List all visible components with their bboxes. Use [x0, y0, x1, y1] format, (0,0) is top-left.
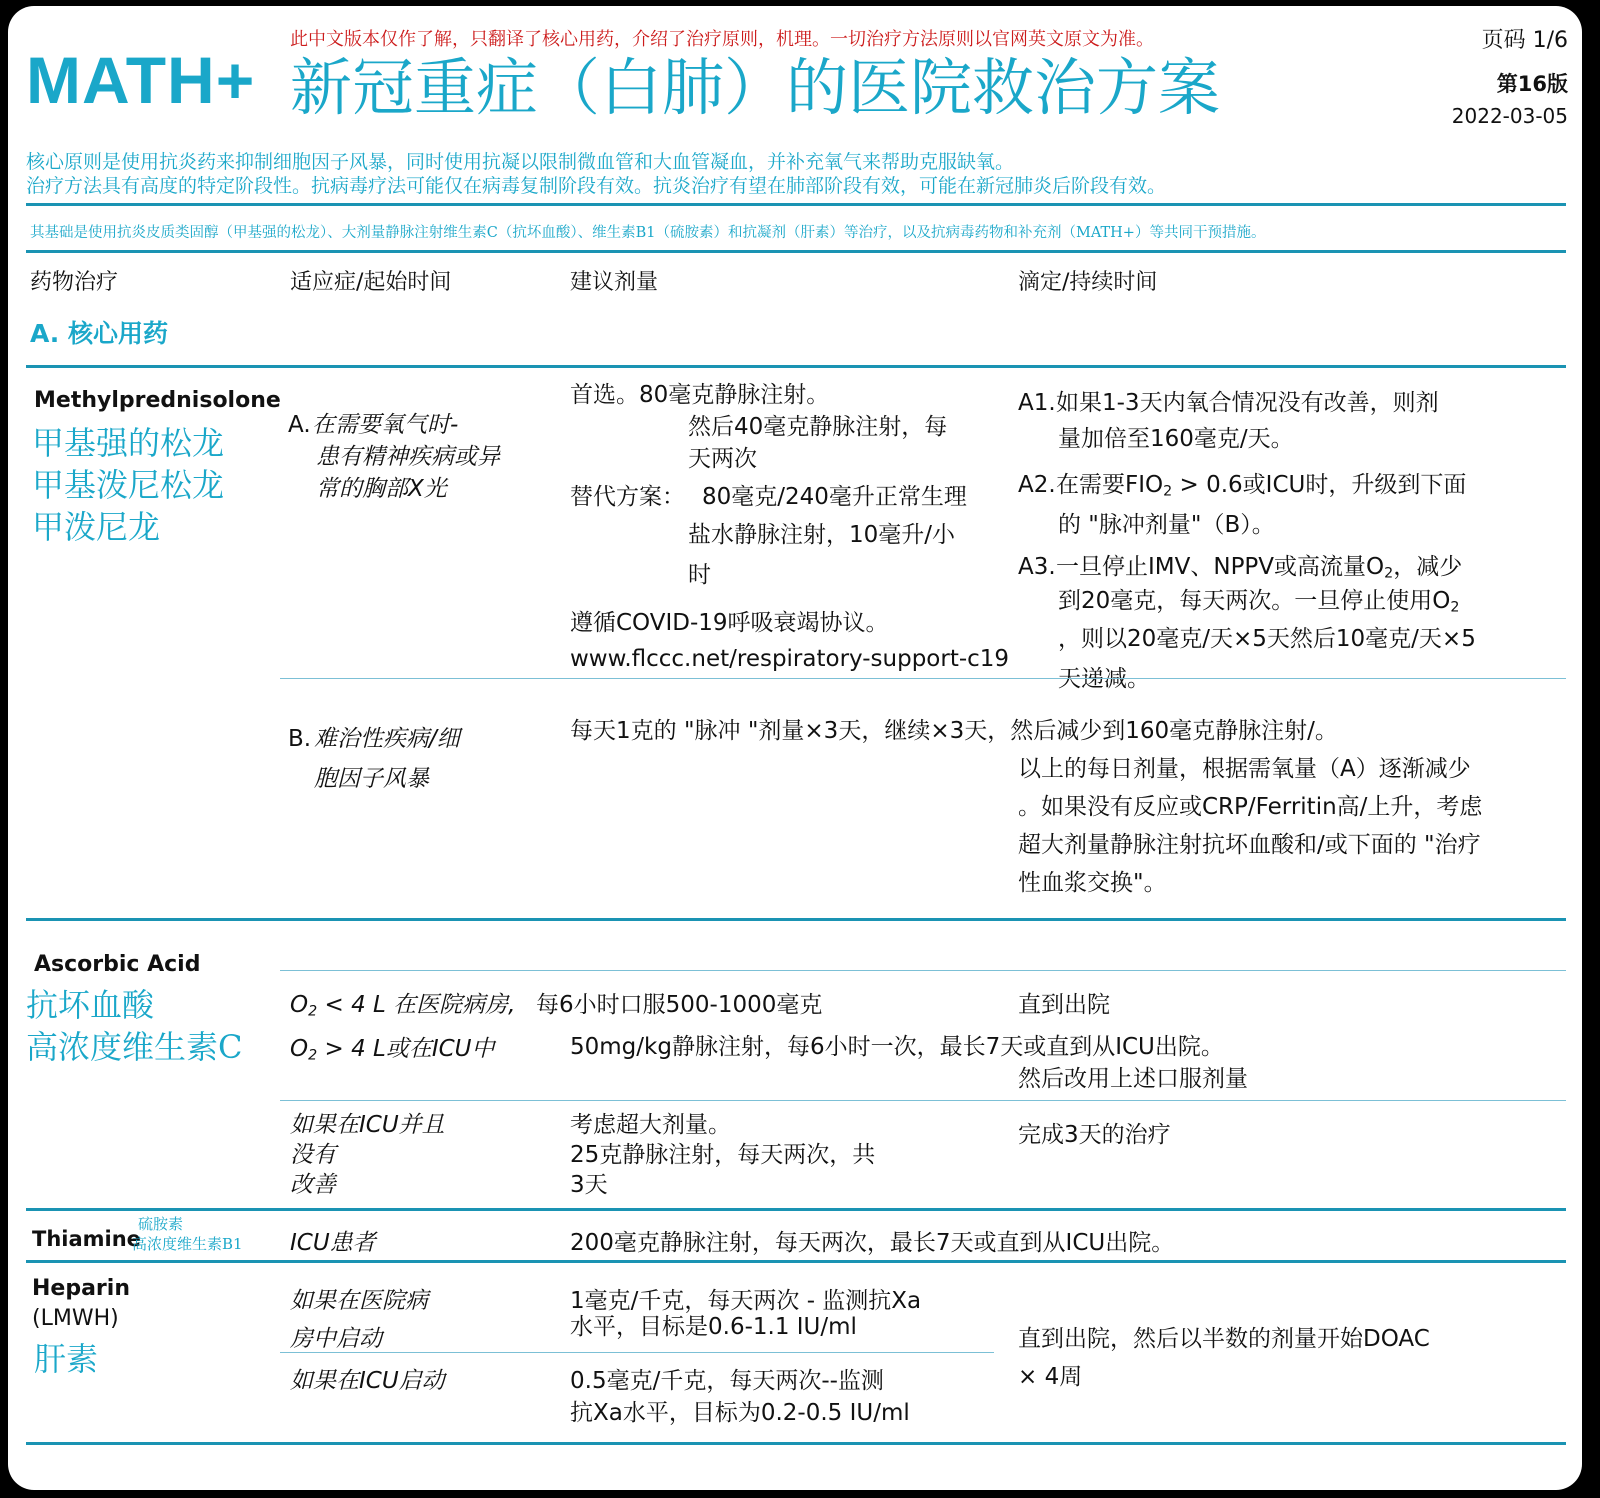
col-header-titration: 滴定/持续时间: [1018, 270, 1158, 295]
drug-name-cn: 高浓度维生素C: [26, 1028, 243, 1066]
row-divider: [280, 1100, 1566, 1101]
titration-label: A3.: [1018, 554, 1056, 580]
indication-text: 常的胸部X光: [316, 476, 447, 502]
indication-text: 房中启动: [290, 1326, 382, 1352]
indication-text: $O_2 < 4$ L 在医院病房,: [290, 992, 516, 1020]
indication-text: 改善: [290, 1172, 336, 1198]
col-header-dose: 建议剂量: [570, 270, 659, 295]
drug-name-cn: 肝素: [34, 1340, 99, 1378]
titration-text: 。如果没有反应或CRP/Ferritin高/上升，考虑: [1018, 794, 1483, 820]
dose-text: 然后40毫克静脉注射，每: [688, 414, 948, 440]
drug-name-heparin: Heparin: [32, 1276, 130, 1301]
intro-line-2: 治疗方法具有高度的特定阶段性。抗病毒疗法可能仅在病毒复制阶段有效。抗炎治疗有望在肺部阶段有效，可能在新冠肺炎后阶段有效。: [26, 175, 1167, 197]
dose-text: 考虑超大剂量。: [570, 1112, 731, 1138]
intro-line-1: 核心原则是使用抗炎药来抑制细胞因子风暴，同时使用抗凝以限制微血管和大血管凝血，并补充氧气来帮助克服缺氧。: [26, 151, 1015, 173]
indication-text: 没有: [290, 1142, 336, 1168]
dose-text: 抗Xa水平，目标为0.2-0.5 IU/ml: [570, 1400, 910, 1426]
divider: [26, 918, 1566, 921]
drug-name-cn: 甲基强的松龙: [32, 424, 225, 462]
version-date: 2022-03-05: [1451, 104, 1568, 128]
titration-text: 如果1-3天内氧合情况没有改善，则剂: [1056, 390, 1439, 416]
titration-text: 到20毫克，每天两次。一旦停止使用$O_2$: [1058, 588, 1460, 616]
dose-text: 25克静脉注射，每天两次，共: [570, 1142, 876, 1168]
drug-name-methylprednisolone: Methylprednisolone: [34, 388, 281, 413]
dose-text: 天两次: [688, 446, 757, 472]
drug-name-thiamine: Thiamine: [32, 1227, 141, 1251]
math-plus-logo: MATH+: [26, 43, 256, 117]
indication-text: ICU患者: [290, 1230, 376, 1256]
divider: [26, 1208, 1566, 1211]
alt-label: 替代方案：: [570, 484, 685, 510]
row-divider: [280, 970, 1566, 971]
indication-text: 在需要氧气时-: [312, 412, 459, 438]
dose-text: 3天: [570, 1172, 608, 1198]
indication-text: 难治性疾病/细: [314, 726, 460, 752]
divider: [26, 250, 1566, 253]
indication-text: $O_2 > 4$ L或在ICU中: [290, 1036, 495, 1064]
titration-text: 直到出院，然后以半数的剂量开始DOAC: [1018, 1326, 1430, 1352]
version-label: 第16版: [1496, 72, 1568, 96]
titration-text: 性血浆交换"。: [1018, 870, 1167, 896]
section-heading-core-drugs: A. 核心用药: [30, 319, 169, 348]
drug-name-cn: 抗坏血酸: [26, 986, 155, 1024]
dose-text: 0.5毫克/千克，每天两次--监测: [570, 1368, 884, 1394]
drug-name-cn: 硫胺素: [138, 1215, 184, 1233]
dose-text: 1毫克/千克，每天两次 - 监测抗Xa: [570, 1288, 922, 1314]
disclaimer: 此中文版本仅作了解，只翻译了核心用药，介绍了治疗原则，机理。一切治疗方法原则以官网英文原文为准。: [290, 29, 1154, 50]
divider: [26, 203, 1566, 206]
indication-text: 胞因子风暴: [314, 766, 429, 792]
dose-text: 首选。80毫克静脉注射。: [570, 382, 830, 408]
titration-text: 然后改用上述口服剂量: [1018, 1066, 1248, 1092]
indication-text: 如果在ICU并且: [290, 1112, 445, 1138]
indication-text: 患有精神疾病或异: [316, 444, 500, 470]
titration-text: 直到出院: [1018, 992, 1110, 1018]
drug-name-cn: 甲基泼尼松龙: [32, 466, 225, 504]
protocol-link[interactable]: www.flccc.net/respiratory-support-c19: [570, 646, 1010, 672]
col-header-drug: 药物治疗: [30, 270, 119, 295]
divider: [26, 1260, 1566, 1263]
dose-text: 每天1克的 "脉冲 "剂量×3天，继续×3天，然后减少到160毫克静脉注射/。: [570, 718, 1338, 744]
divider: [26, 365, 1566, 368]
titration-label: A2.: [1018, 472, 1056, 498]
dose-text: 盐水静脉注射，10毫升/小: [688, 522, 956, 548]
titration-text: × 4周: [1018, 1364, 1083, 1390]
titration-text: ，则以20毫克/天×5天然后10毫克/天×5: [1058, 626, 1476, 652]
protocol-text: 遵循COVID-19呼吸衰竭协议。: [570, 610, 889, 636]
indication-text: 如果在医院病: [290, 1288, 428, 1314]
col-header-indication: 适应症/起始时间: [290, 270, 452, 295]
drug-name-ascorbic-acid: Ascorbic Acid: [34, 952, 201, 977]
row-divider: [280, 1352, 994, 1353]
dose-text: 50mg/kg静脉注射，每6小时一次，最长7天或直到从ICU出院。: [570, 1034, 1224, 1060]
drug-name-lmwh: (LMWH): [32, 1306, 119, 1331]
drug-name-cn: 甲泼尼龙: [32, 508, 161, 546]
titration-text: 的 "脉冲剂量"（B）。: [1058, 512, 1275, 538]
dose-text: 水平，目标是0.6-1.1 IU/ml: [570, 1314, 857, 1340]
dose-text: 200毫克静脉注射，每天两次，最长7天或直到从ICU出院。: [570, 1230, 1175, 1256]
document-page: [8, 6, 1582, 1490]
page-title: 新冠重症（白肺）的医院救治方案: [290, 51, 1221, 124]
divider: [26, 1442, 1566, 1445]
dose-text: 每6小时口服500-1000毫克: [536, 992, 823, 1018]
titration-text: 以上的每日剂量，根据需氧量（A）逐渐减少: [1018, 756, 1471, 782]
indication-label: B.: [288, 726, 312, 752]
dose-text: 时: [688, 562, 711, 588]
titration-text: 在需要$FIO_2 > 0.6$或ICU时，升级到下面: [1056, 472, 1467, 500]
page-number: 页码 1/6: [1481, 28, 1568, 53]
titration-text: 完成3天的治疗: [1018, 1122, 1171, 1148]
titration-text: 天递减。: [1058, 666, 1150, 692]
drug-name-cn: 高浓度维生素B1: [132, 1235, 243, 1253]
titration-text: 超大剂量静脉注射抗坏血酸和/或下面的 "治疗: [1018, 832, 1481, 858]
titration-text: 一旦停止IMV、NPPV或高流量$O_2$，减少: [1056, 554, 1463, 582]
basis-statement: 其基础是使用抗炎皮质类固醇（甲基强的松龙）、大剂量静脉注射维生素C（抗坏血酸）、维生素B1（硫胺素）和抗凝剂（肝素）等治疗，以及抗病毒药物和补充剂（MATH+）等共同干预措施。: [30, 225, 1266, 241]
row-divider: [280, 678, 1566, 679]
indication-text: 如果在ICU启动: [290, 1368, 445, 1394]
dose-text: 80毫克/240毫升正常生理: [702, 484, 967, 510]
titration-label: A1.: [1018, 390, 1056, 416]
titration-text: 量加倍至160毫克/天。: [1058, 426, 1294, 452]
indication-label: A.: [288, 412, 311, 438]
